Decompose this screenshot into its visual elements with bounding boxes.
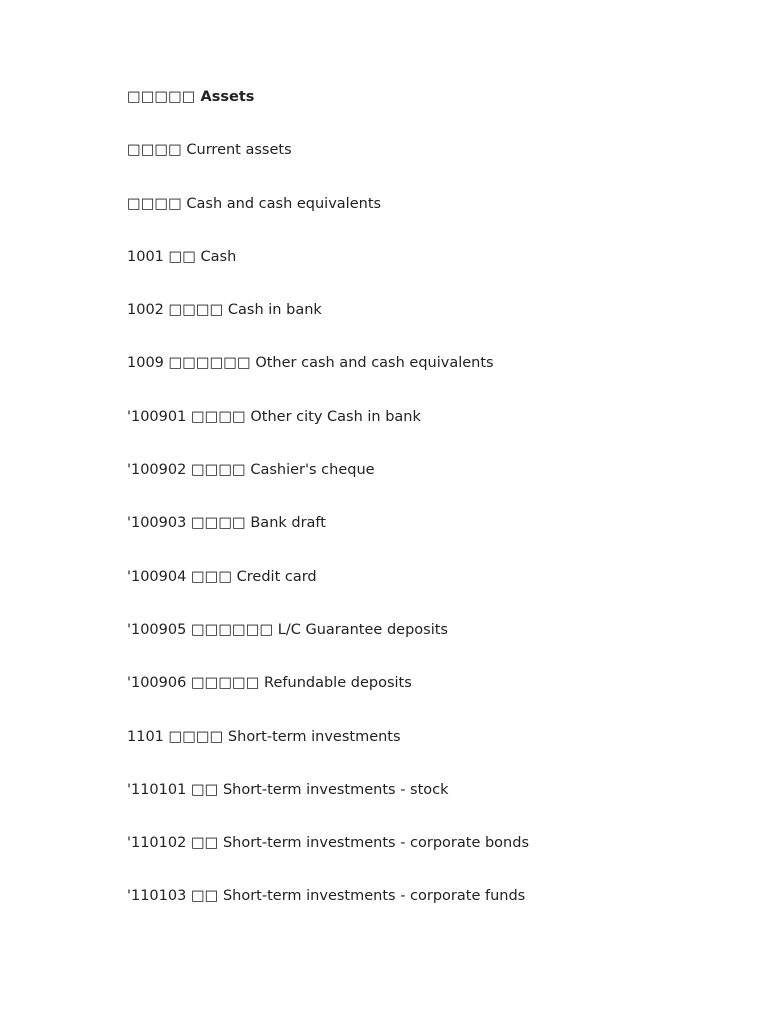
section-heading-assets: □□□□□ Assets	[127, 89, 255, 105]
account-line-1101: 1101 □□□□ Short-term investments	[127, 728, 401, 745]
account-line-cash-equivalents: □□□□ Cash and cash equivalents	[127, 195, 382, 212]
account-line-100901: '100901 □□□□ Other city Cash in bank	[127, 408, 421, 425]
account-line-100902: '100902 □□□□ Cashier's cheque	[127, 462, 375, 479]
account-line-100903: '100903 □□□□ Bank draft	[127, 515, 326, 532]
account-line-100906: '100906 □□□□□ Refundable deposits	[127, 675, 412, 692]
account-line-1001: 1001 □□ Cash	[127, 248, 237, 265]
account-line-110102: '110102 □□ Short-term investments - corporate bonds	[127, 835, 529, 852]
account-line-1002: 1002 □□□□ Cash in bank	[127, 302, 322, 319]
account-line-100904: '100904 □□□ Credit card	[127, 568, 317, 585]
account-line-100905: '100905 □□□□□□ L/C Guarantee deposits	[127, 621, 448, 638]
account-line-1009: 1009 □□□□□□ Other cash and cash equivalents	[127, 355, 494, 372]
account-list	[127, 87, 727, 940]
account-line-110103: '110103 □□ Short-term investments - corporate funds	[127, 888, 526, 905]
account-line-current-assets: □□□□ Current assets	[127, 142, 292, 159]
account-line-110101: '110101 □□ Short-term investments - stock	[127, 781, 449, 798]
